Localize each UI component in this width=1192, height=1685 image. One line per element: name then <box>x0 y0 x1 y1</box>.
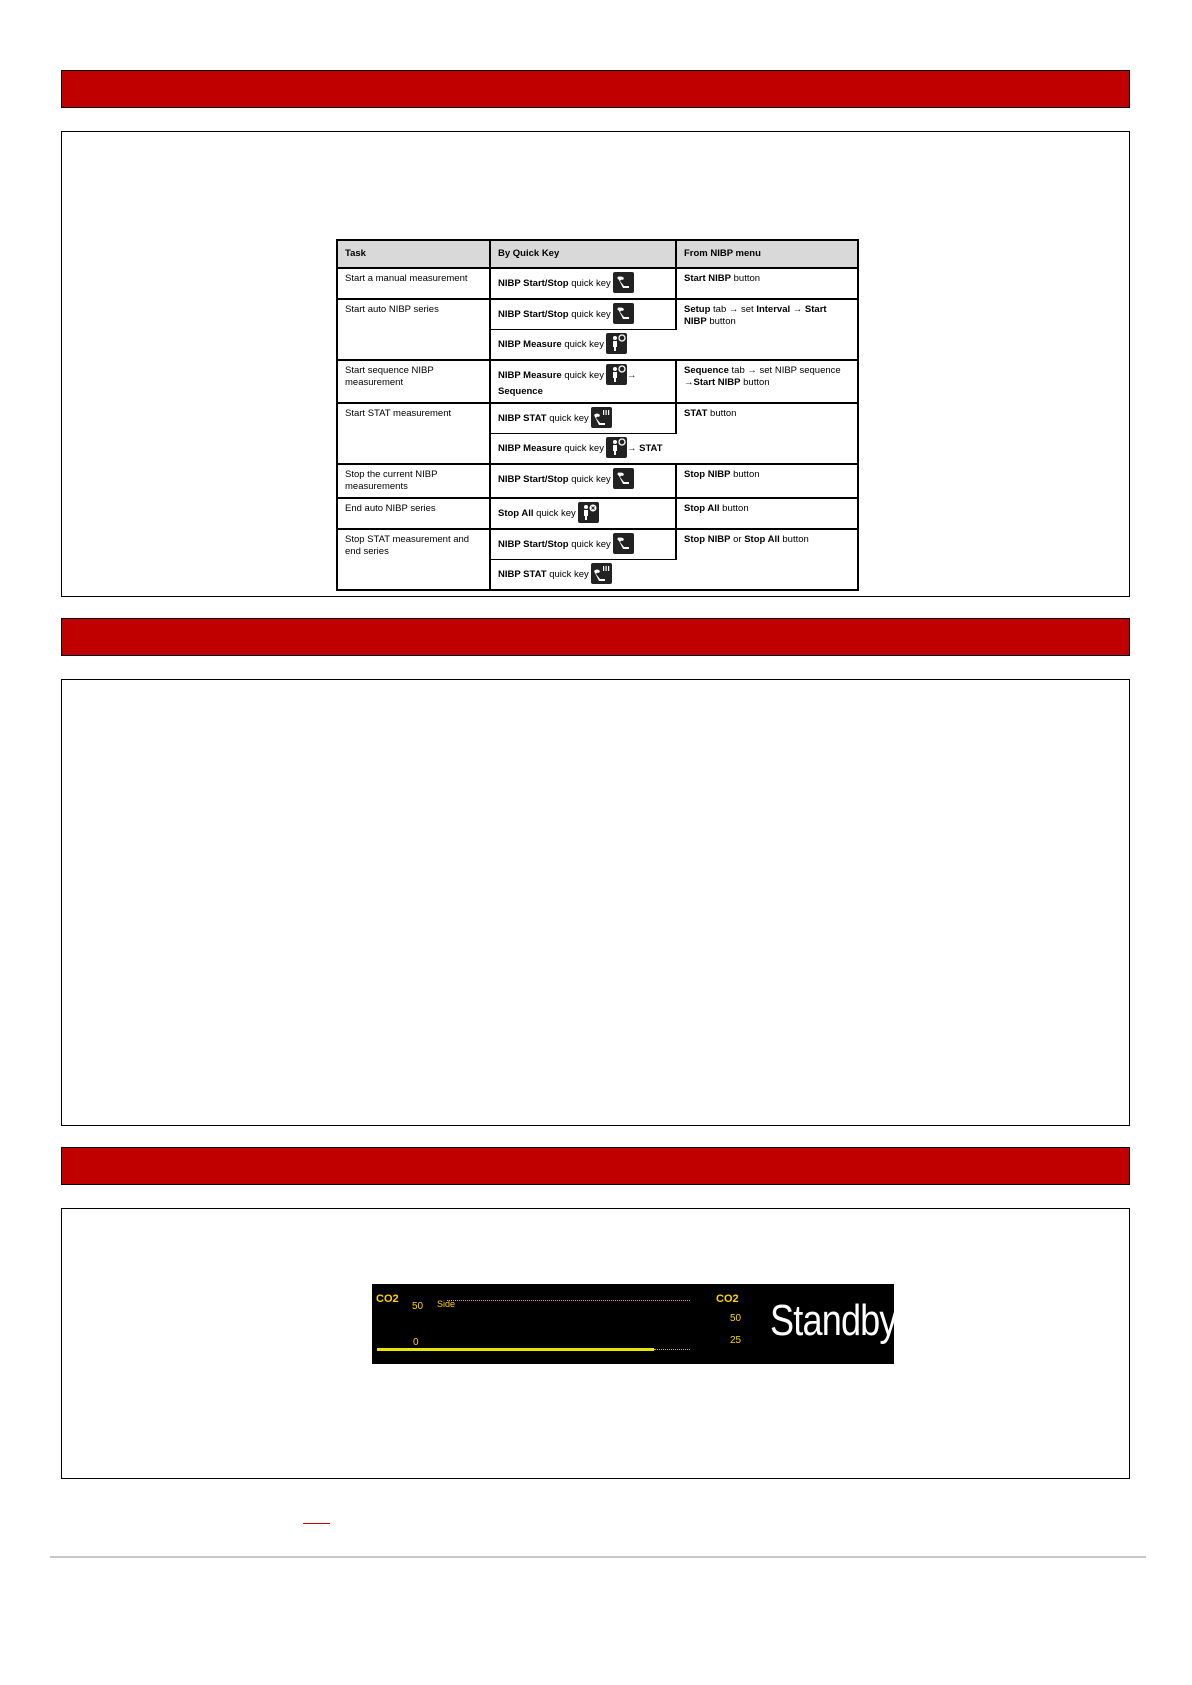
menu-cell <box>676 403 858 464</box>
co2-status-standby: Standby <box>770 1296 897 1345</box>
header-nibp-menu: From NIBP menu <box>676 240 858 268</box>
menu-text: button <box>740 377 770 388</box>
menu-item-name: STAT <box>684 408 708 419</box>
quick-key-name: NIBP Measure <box>498 339 562 351</box>
quick-key-target: STAT <box>639 443 663 455</box>
quick-key-cell <box>490 529 676 560</box>
quick-key-cell <box>490 560 676 591</box>
quick-key-cell <box>490 299 676 330</box>
quick-key-text: quick key <box>561 443 604 455</box>
quick-key-name: NIBP Measure <box>498 443 562 455</box>
quick-key-name: NIBP Measure <box>498 370 562 382</box>
nibp-stat-icon <box>591 407 612 428</box>
quick-key-target: Sequence <box>498 386 543 397</box>
menu-item-name: Stop All <box>684 503 720 514</box>
menu-item-name: Stop NIBP <box>684 534 731 545</box>
menu-text: button <box>719 503 749 514</box>
quick-key-name: NIBP Start/Stop <box>498 278 569 290</box>
co2-waveform-baseline <box>377 1348 654 1351</box>
nibp-measure-icon <box>606 437 627 458</box>
task-cell: Stop the current NIBP measurements <box>337 464 490 498</box>
table-row <box>337 360 858 403</box>
section-header-bar-2 <box>61 618 1130 656</box>
quick-key-cell <box>490 464 676 498</box>
task-cell: End auto NIBP series <box>337 498 490 529</box>
menu-text: button <box>706 316 736 327</box>
menu-cell <box>676 268 858 299</box>
quick-key-text: quick key <box>561 339 604 351</box>
quick-key-cell <box>490 360 676 403</box>
quick-key-name: NIBP Start/Stop <box>498 539 569 551</box>
arrow-text: → <box>626 370 637 382</box>
quick-key-text: quick key <box>546 413 589 425</box>
quick-key-text: quick key <box>568 539 611 551</box>
quick-key-text: quick key <box>568 309 611 321</box>
menu-text: button <box>730 469 760 480</box>
quick-key-cell <box>490 498 676 529</box>
section-header-bar-1 <box>61 70 1130 108</box>
footer-divider <box>50 1556 1146 1558</box>
section-header-bar-3 <box>61 1147 1130 1185</box>
nibp-start-stop-icon <box>613 468 634 489</box>
menu-text: tab → set <box>710 304 757 315</box>
menu-cell <box>676 529 858 590</box>
quick-key-text: quick key <box>533 508 576 520</box>
table-row <box>337 498 858 529</box>
co2-numeric-label: CO2 <box>716 1293 739 1305</box>
menu-text: button <box>779 534 809 545</box>
menu-item-name: Stop NIBP <box>684 469 731 480</box>
menu-item-name: Start NIBP <box>684 304 827 327</box>
menu-item-name: Interval <box>756 304 791 315</box>
task-cell: Stop STAT measurement and end series <box>337 529 490 590</box>
table-row <box>337 299 858 330</box>
quick-key-name: Stop All <box>498 508 534 520</box>
quick-key-text: quick key <box>561 370 604 382</box>
co2-wave-sweep: Side <box>437 1299 456 1309</box>
co2-wave-bottom-gridline <box>654 1349 690 1350</box>
nibp-stat-icon <box>591 563 612 584</box>
co2-numeric-scale-high: 50 <box>730 1313 742 1324</box>
quick-key-name: NIBP STAT <box>498 413 547 425</box>
menu-item-name: Stop All <box>744 534 780 545</box>
header-quick-key: By Quick Key <box>490 240 676 268</box>
menu-cell <box>676 299 858 360</box>
quick-key-name: NIBP Start/Stop <box>498 309 569 321</box>
quick-key-cell <box>490 330 676 361</box>
co2-wave-scale-low: 0 <box>413 1337 419 1348</box>
table-header-row <box>337 240 858 268</box>
quick-key-name: NIBP STAT <box>498 569 547 581</box>
menu-item-name: Setup <box>684 304 711 315</box>
task-cell: Start sequence NIBP measurement <box>337 360 490 403</box>
quick-key-cell <box>490 268 676 299</box>
menu-cell <box>676 464 858 498</box>
arrow-text: → <box>626 443 640 455</box>
table-row <box>337 529 858 560</box>
table-row <box>337 403 858 434</box>
co2-monitor-strip <box>372 1284 897 1364</box>
header-task: Task <box>337 240 490 268</box>
menu-text: or <box>730 534 745 545</box>
co2-numeric-scale-low: 25 <box>730 1335 742 1346</box>
menu-cell <box>676 360 858 403</box>
section-panel-2 <box>61 679 1130 1126</box>
menu-item-name: Sequence <box>684 365 729 376</box>
table-row <box>337 268 858 299</box>
task-cell: Start auto NIBP series <box>337 299 490 360</box>
quick-key-cell <box>490 403 676 434</box>
section-panel-nibp <box>61 131 1130 597</box>
quick-key-name: NIBP Start/Stop <box>498 474 569 486</box>
menu-item-name: Start NIBP <box>693 377 741 388</box>
co2-wave-label: CO2 <box>376 1293 399 1305</box>
co2-wave-scale-high: 50 <box>412 1301 424 1312</box>
menu-text: tab → set NIBP sequence → <box>684 365 841 388</box>
task-cell: Start a manual measurement <box>337 268 490 299</box>
nibp-start-stop-icon <box>613 303 634 324</box>
menu-text: → <box>790 304 805 315</box>
quick-key-cell <box>490 434 676 465</box>
nibp-measure-icon <box>606 333 627 354</box>
stop-all-icon <box>578 502 599 523</box>
quick-key-text: quick key <box>568 474 611 486</box>
nibp-measure-icon <box>606 364 627 385</box>
menu-item-name: Start NIBP <box>684 273 731 284</box>
co2-wave-top-gridline <box>447 1300 690 1301</box>
table-row <box>337 464 858 498</box>
menu-text: button <box>707 408 737 419</box>
task-cell: Start STAT measurement <box>337 403 490 464</box>
quick-key-text: quick key <box>568 278 611 290</box>
nibp-task-table <box>336 239 859 591</box>
quick-key-text: quick key <box>546 569 589 581</box>
nibp-start-stop-icon <box>613 533 634 554</box>
menu-text: button <box>730 273 761 284</box>
nibp-start-stop-icon <box>613 272 634 293</box>
footer-mark <box>303 1523 330 1524</box>
menu-cell <box>676 498 858 529</box>
